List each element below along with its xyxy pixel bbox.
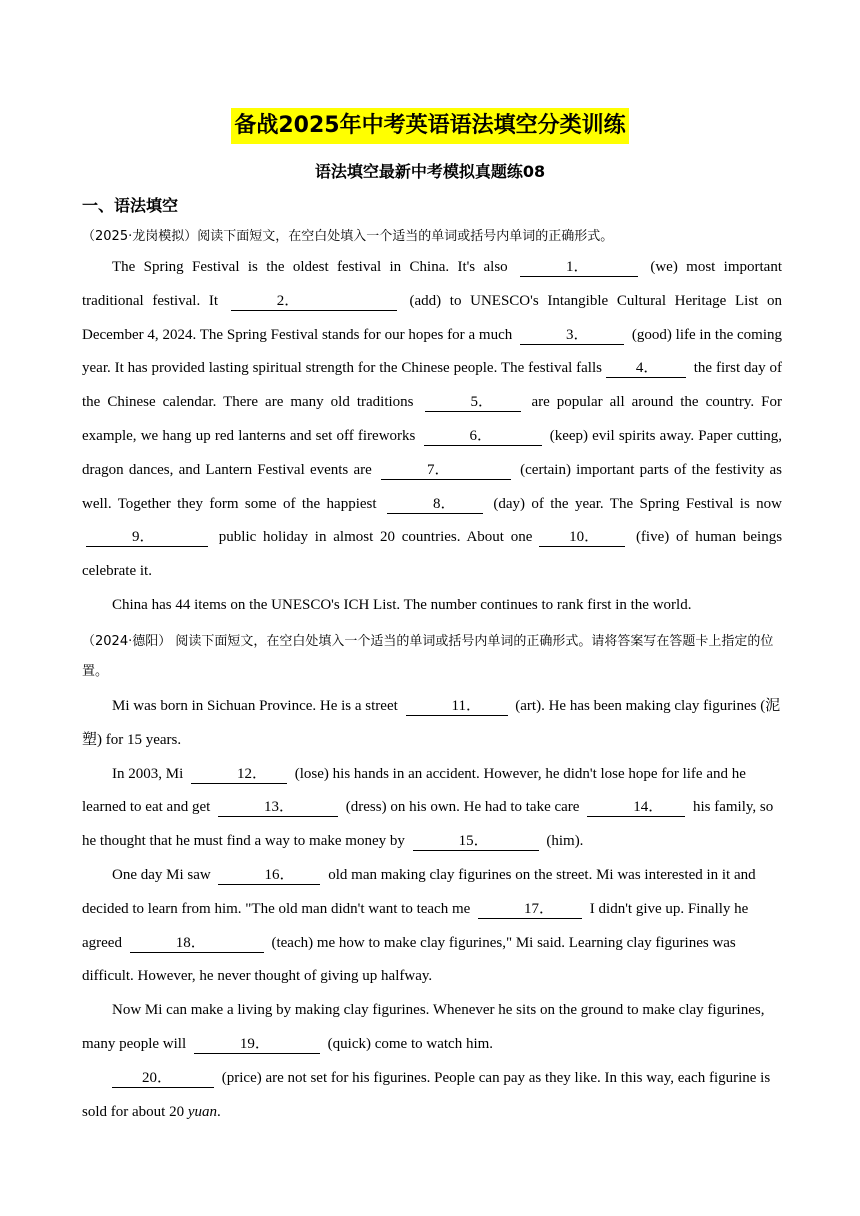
passage2-paragraph-1: Mi was born in Sichuan Province. He is a street 11． (art). He has been making clay figurines (泥塑) for 15 years. <box>82 698 781 748</box>
blank-6[interactable]: 6． <box>424 427 542 446</box>
section-heading: 一、语法填空 <box>82 196 179 215</box>
blank-3[interactable]: 3． <box>520 326 624 345</box>
passage2-paragraph-4: Now Mi can make a living by making clay figurines. Whenever he sits on the ground to make clay figurines, many people will 19． (quick) come to watch him. <box>82 1002 765 1052</box>
blank-14[interactable]: 14． <box>587 798 685 817</box>
blank-18[interactable]: 18． <box>130 934 264 953</box>
blank-15[interactable]: 15． <box>413 832 539 851</box>
passage2-instruction: （2024·德阳） 阅读下面短文，在空白处填入一个适当的单词或括号内单词的正确形式。请将答案写在答题卡上指定的位置。 <box>82 634 774 679</box>
passage1-closing: China has 44 items on the UNESCO's ICH List. The number continues to rank first in the world. <box>112 596 692 613</box>
blank-11[interactable]: 11． <box>406 697 508 716</box>
passage2-paragraph-3: One day Mi saw 16． old man making clay figurines on the street. Mi was interested in it and decided to learn from him. "The old man didn't want to teach me 17． I didn't give up. Finally he agreed 18． (teach) me how to make clay figurines," Mi said. Learning clay figurines was difficult. However, he never thought of giving up halfway. <box>82 866 756 985</box>
blank-13[interactable]: 13． <box>218 798 338 817</box>
passage2-paragraph-5: 20． (price) are not set for his figurines. People can pay as they like. In this way, each figurine is sold for about 20 yuan. <box>82 1069 771 1120</box>
blank-5[interactable]: 5． <box>425 393 521 412</box>
blank-16[interactable]: 16． <box>218 866 320 885</box>
blank-20[interactable]: 20． <box>112 1069 214 1088</box>
blank-2[interactable]: 2． <box>231 292 397 311</box>
blank-7[interactable]: 7． <box>381 461 511 480</box>
passage1 <box>82 251 782 623</box>
blank-9[interactable]: 9． <box>86 528 208 547</box>
blank-1[interactable]: 1． <box>520 258 638 277</box>
blank-8[interactable]: 8． <box>387 495 483 514</box>
document-subtitle: 语法填空最新中考模拟真题练08 <box>314 162 546 181</box>
passage2 <box>82 690 782 1129</box>
blank-10[interactable]: 10． <box>539 528 625 547</box>
blank-4[interactable]: 4． <box>606 359 686 378</box>
passage2-paragraph-2: In 2003, Mi 12． (lose) his hands in an accident. However, he didn't lose hope for life and he learned to eat and get 13． (dress) on his own. He had to take care 14． his family, so he thought that he must find a way to make money by 15． (him). <box>82 765 774 850</box>
document-title: 备战2025年中考英语语法填空分类训练 <box>231 108 628 144</box>
passage1-instruction: （2025·龙岗模拟）阅读下面短文，在空白处填入一个适当的单词或括号内单词的正确形式。 <box>82 229 614 244</box>
blank-12[interactable]: 12． <box>191 765 287 784</box>
passage1-body: The Spring Festival is the oldest festival in China. It's also 1． (we) most important traditional festival. It 2． (add) to UNESCO's Intangible Cultural Heritage List on December 4, 2024. The Spring Festival stands for our hopes for a much 3． (good) life in the coming year. It has provided lasting spiritual strength for the Chinese people. The festival falls 4． the first day of the Chinese calendar. There are many old traditions 5． are popular all around the country. For example, we hang up red lanterns and set off fireworks 6． (keep) evil spirits away. Paper cutting, dragon dances, and Lantern Festival events are 7． (certain) important parts of the festivity as well. Together they form some of the happiest 8． (day) of the year. The Spring Festival is now 9． public holiday in almost 20 countries. About one 10． (five) of human beings celebrate it. <box>82 259 783 580</box>
blank-17[interactable]: 17． <box>478 900 582 919</box>
blank-19[interactable]: 19． <box>194 1035 320 1054</box>
